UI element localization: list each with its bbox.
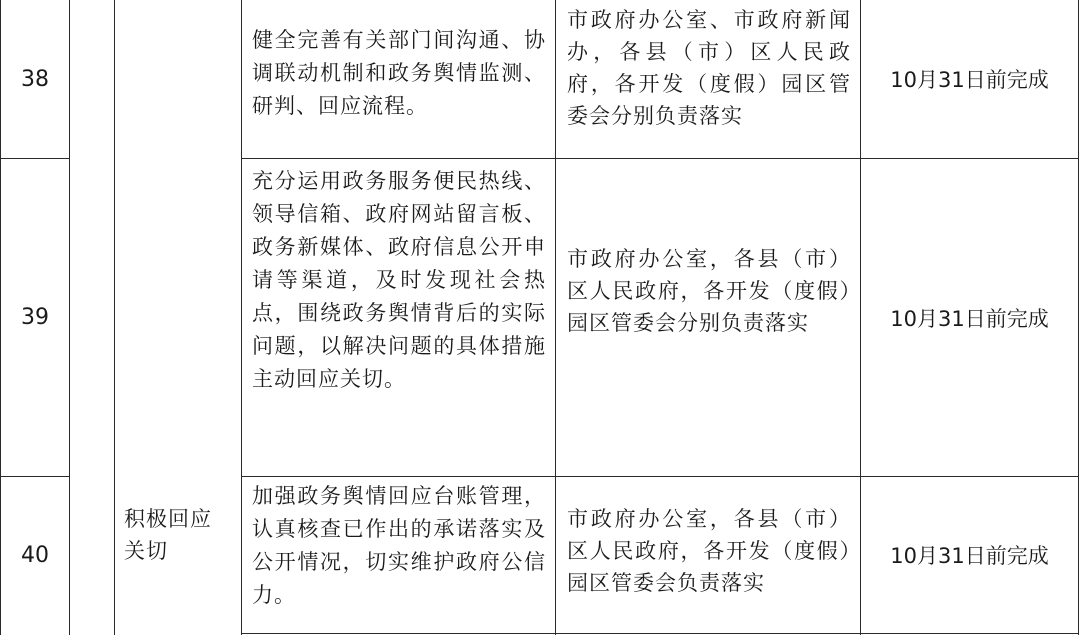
grid-line [241, 633, 1079, 634]
row-number: 40 [21, 542, 49, 568]
row-number: 38 [21, 66, 49, 92]
grid-line [114, 0, 115, 635]
grid-line [555, 0, 556, 635]
deadline: 10月31日前完成 [890, 544, 1049, 568]
grid-line [241, 0, 242, 635]
deadline: 10月31日前完成 [890, 68, 1049, 92]
task-description: 充分运用政务服务便民热线、领导信箱、政府网站留言板、政务新媒体、政府信息公开申请等渠道，及时发现社会热点，围绕政务舆情背后的实际问题，以解决问题的具体措施主动回应关切。 [252, 169, 546, 391]
task-description: 健全完善有关部门间沟通、协调联动机制和政务舆情监测、研判、回应流程。 [252, 28, 546, 118]
category-label: 积极回应关切 [124, 507, 212, 563]
task-description: 加强政务舆情回应台账管理，认真核查已作出的承诺落实及公开情况，切实维护政府公信力。 [252, 484, 546, 607]
responsible-unit: 市政府办公室，各县（市）区人民政府，各开发（度假）园区管委会分别负责落实 [567, 247, 851, 335]
row-number: 39 [21, 305, 49, 330]
grid-line [69, 0, 70, 635]
deadline: 10月31日前完成 [890, 306, 1049, 331]
grid-line [1078, 0, 1079, 635]
responsible-unit: 市政府办公室，各县（市）区人民政府，各开发（度假）园区管委会负责落实 [567, 507, 851, 595]
responsible-unit: 市政府办公室、市政府新闻办，各县（市）区人民政府，各开发（度假）园区管委会分别负责落实 [567, 8, 851, 128]
